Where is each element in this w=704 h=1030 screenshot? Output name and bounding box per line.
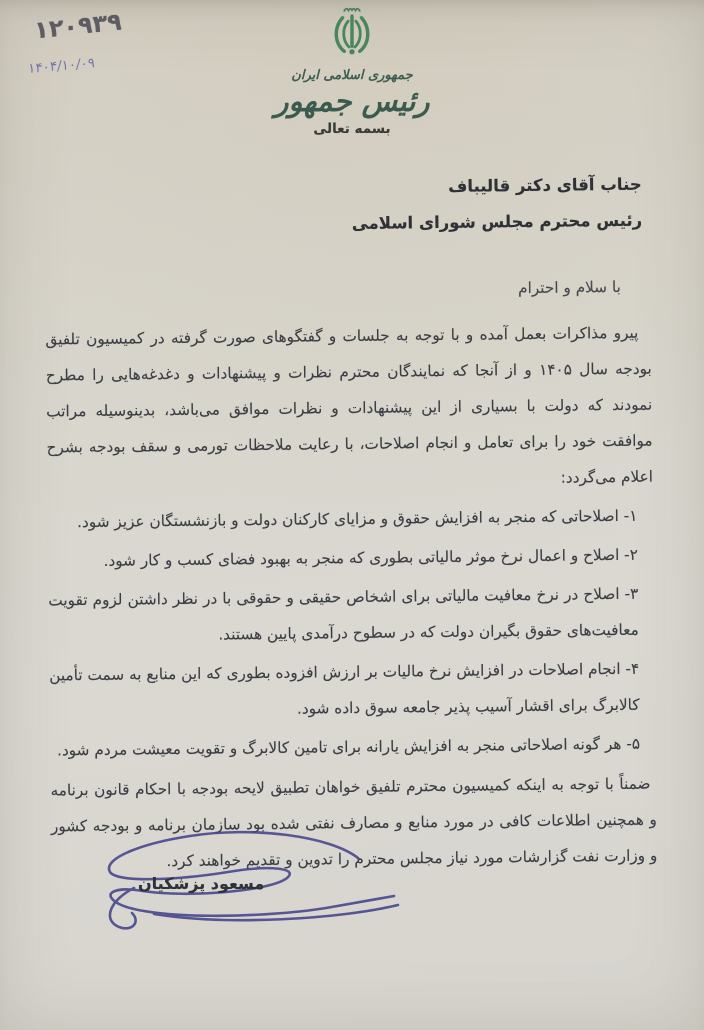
- handwritten-date: ۱۴۰۴/۱۰/۰۹: [27, 55, 96, 77]
- letterhead: [0, 4, 704, 137]
- item-1: ۱- اصلاحاتی که منجر به افزایش حقوق و مزایای کارکنان دولت و بازنشستگان عزیز شود.: [76, 506, 638, 532]
- item-3: ۳- اصلاح در نرخ معافیت مالیاتی برای اشخاص حقیقی و حقوقی با در نظر داشتن لزوم تقویت معافیت‌های حقوق بگیران دولت که در سطوح درآمدی پایین هستند.: [48, 584, 639, 644]
- recipient-title: رئیس محترم مجلس شورای اسلامی: [351, 210, 643, 233]
- intro-paragraph: پیرو مذاکرات بعمل آمده و با توجه به جلسات و گفتگوهای صورت گرفته در کمیسیون تلفیق بودجه سال ۱۴۰۵ و از آنجا که نمایندگان محترم نظرات و پیشنهادات و دغدغه‌هایی را مطرح نمودند که دولت با بسیاری از این پیشنهادات و نظرات موافق می‌باشد، بدینوسیله مراتب موافقت خود را برای تعامل و انجام اصلاحات، با رعایت ملاحظات تورمی و سقف بودجه بشرح اعلام می‌گردد:: [45, 323, 654, 487]
- letterhead-invocation: بسمه تعالی: [313, 121, 391, 137]
- recipient-block: [44, 167, 651, 246]
- letterhead-country-title: جمهوری اسلامی ایران: [291, 68, 413, 83]
- numbered-items: [47, 498, 656, 769]
- letterhead-office-title: رئیس جمهور: [274, 84, 430, 118]
- greeting-line: با سلام و احترام: [517, 277, 621, 298]
- recipient-name: جناب آقای دکتر قالیباف: [448, 174, 642, 196]
- letter-body-wrapper: [0, 126, 704, 881]
- handwritten-reference-number: ۱۲۰۹۳۹: [33, 7, 123, 45]
- signature-block: [58, 826, 408, 946]
- closing-paragraph: ضمناً با توجه به اینکه کمیسیون محترم تلفیق خواهان تطبیق لایحه بودجه با احکام قانون برنامه و همچنین اطلاعات کافی در مورد منابع و مصارف نفتی شده بود سازمان برنامه و بودجه کشور و وزارت نفت گزارشات مورد نیاز مجلس محترم را تدوین و تقدیم خواهند کرد.: [50, 774, 658, 871]
- item-4: ۴- انجام اصلاحات در افزایش نرخ مالیات بر ارزش افزوده بطوری که این منابع به سمت تأمین کالابرگ برای اقشار آسیب پذیر جامعه سوق داده شود.: [49, 659, 640, 718]
- item-2: ۲- اصلاح و اعمال نرخ موثر مالیاتی بطوری که منجر به بهبود فضای کسب و کار شود.: [103, 545, 638, 570]
- letter-content: [0, 166, 704, 881]
- iran-emblem-icon: [326, 4, 378, 66]
- item-5: ۵- هر گونه اصلاحاتی منجر به افزایش یارانه برای تامین کالابرگ و تقویت معیشت مردم شود.: [56, 734, 641, 760]
- signer-name: مسعود پزشکیان: [138, 874, 265, 893]
